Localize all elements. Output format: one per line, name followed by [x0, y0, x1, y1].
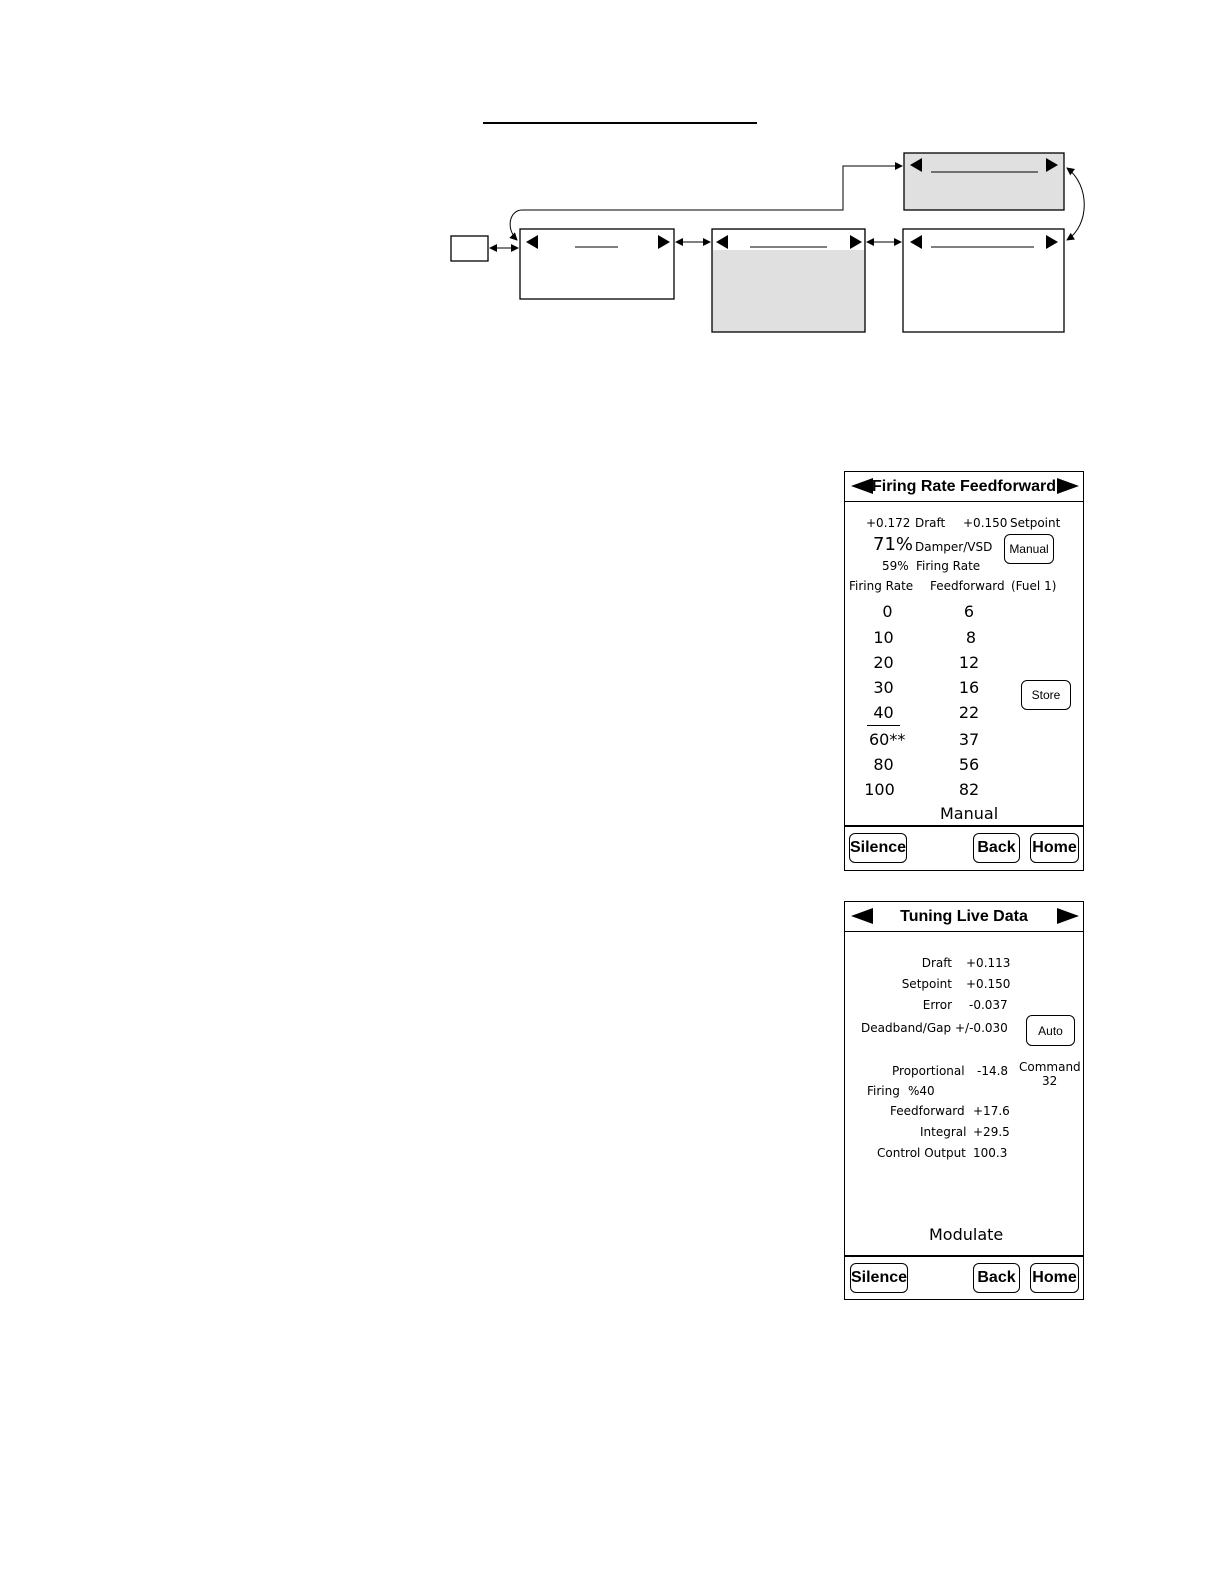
table-ff[interactable]: 8: [965, 628, 977, 647]
table-rate[interactable]: 10: [873, 628, 894, 647]
proportional-label: Proportional: [892, 1064, 965, 1078]
back-button[interactable]: Back: [973, 833, 1020, 863]
row-value: +/-0.030: [955, 1021, 1008, 1035]
previous-screen-arrow-icon[interactable]: [851, 478, 873, 494]
firing-rate-label: Firing Rate: [916, 559, 981, 573]
table-ff[interactable]: 37: [958, 730, 980, 749]
setpoint-value: +0.150: [963, 516, 1008, 530]
table-ff[interactable]: 82: [958, 780, 980, 799]
row-value: +0.150: [966, 977, 1011, 991]
row-value: -0.037: [969, 998, 1008, 1012]
mode-status: Manual: [940, 804, 999, 823]
damper-label: Damper/VSD: [915, 540, 993, 554]
footer-divider: [845, 1255, 1083, 1257]
silence-button[interactable]: Silence: [849, 833, 907, 863]
feedforward-value: +17.6: [973, 1104, 1010, 1118]
row-label: Draft: [921, 956, 952, 970]
row-label: Setpoint: [901, 977, 952, 991]
control-output-label: Control Output: [877, 1146, 966, 1160]
manual-button[interactable]: Manual: [1004, 534, 1054, 564]
table-ff[interactable]: 12: [958, 653, 980, 672]
screen-header: [845, 902, 1083, 932]
silence-button[interactable]: Silence: [850, 1263, 908, 1293]
mode-status: Modulate: [929, 1225, 1004, 1244]
screen-title: Firing Rate Feedforward: [871, 477, 1057, 495]
diagram-home-box: [451, 236, 488, 261]
feedforward-label: Feedforward: [890, 1104, 965, 1118]
draft-label: Draft: [915, 516, 946, 530]
home-button[interactable]: Home: [1030, 833, 1079, 863]
previous-screen-arrow-icon[interactable]: [851, 908, 873, 924]
diagram-box-1: [520, 229, 674, 299]
column-header-fuel: (Fuel 1): [1011, 579, 1057, 593]
store-button[interactable]: Store: [1021, 680, 1071, 710]
proportional-value: -14.8: [977, 1064, 1009, 1078]
draft-value: +0.172: [866, 516, 911, 530]
table-rate[interactable]: 30: [873, 678, 894, 697]
damper-value: 71%: [873, 534, 914, 555]
diagram-box-top: [904, 153, 1064, 210]
screen-title: Tuning Live Data: [900, 907, 1028, 925]
row-label: Error: [922, 998, 952, 1012]
firing-rate-feedforward-screen: [844, 471, 1084, 871]
table-ff[interactable]: 16: [958, 678, 980, 697]
table-rate[interactable]: 80: [873, 755, 894, 774]
auto-button[interactable]: Auto: [1026, 1015, 1075, 1046]
table-rate[interactable]: 40: [873, 703, 894, 722]
screen-header: [845, 472, 1083, 502]
setpoint-label: Setpoint: [1010, 516, 1061, 530]
command-value: 32: [1042, 1074, 1058, 1088]
control-output-value: 100.3: [973, 1146, 1008, 1160]
column-header-firing-rate: Firing Rate: [849, 579, 914, 593]
integral-label: Integral: [920, 1125, 967, 1139]
tuning-live-data-screen: [844, 901, 1084, 1300]
firing-value: %40: [908, 1084, 935, 1098]
selected-row-divider: [867, 725, 900, 726]
table-rate[interactable]: 100: [864, 780, 895, 799]
table-rate[interactable]: 20: [873, 653, 894, 672]
column-header-feedforward: Feedforward: [930, 579, 1005, 593]
table-rate[interactable]: 0: [882, 602, 893, 621]
home-button[interactable]: Home: [1030, 1263, 1079, 1293]
navigation-flow-diagram: [0, 0, 1224, 360]
row-value: +0.113: [966, 956, 1011, 970]
table-ff[interactable]: 6: [963, 602, 975, 621]
row-label: Deadband/Gap: [861, 1021, 952, 1035]
diagram-box-3: [903, 229, 1064, 332]
firing-rate-value: 59%: [882, 559, 909, 573]
table-ff[interactable]: 22: [958, 703, 980, 722]
table-rate[interactable]: 60**: [869, 730, 906, 749]
back-button[interactable]: Back: [973, 1263, 1020, 1293]
table-ff[interactable]: 56: [958, 755, 980, 774]
firing-label: Firing: [867, 1084, 900, 1098]
command-label: Command: [1019, 1060, 1081, 1074]
integral-value: +29.5: [973, 1125, 1010, 1139]
next-screen-arrow-icon[interactable]: [1057, 478, 1079, 494]
next-screen-arrow-icon[interactable]: [1057, 908, 1079, 924]
footer-divider: [845, 825, 1083, 827]
